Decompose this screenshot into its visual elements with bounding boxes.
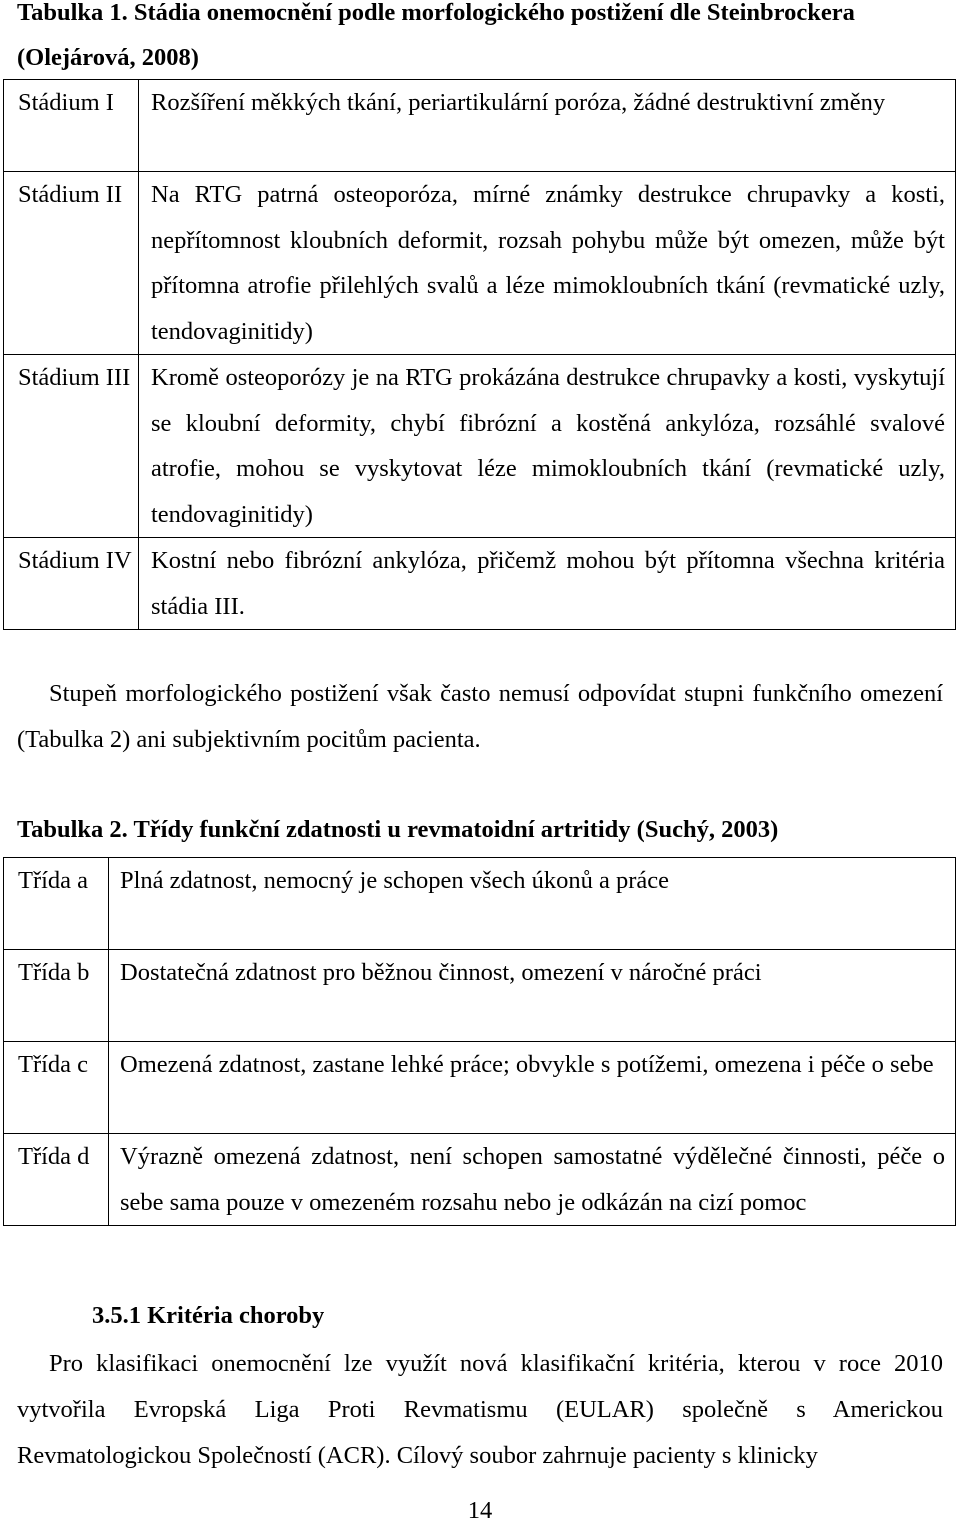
table-row [4, 1042, 956, 1134]
class-description: Plná zdatnost, nemocný je schopen všech úkonů a práce [109, 858, 956, 950]
stage-label: Stádium I [4, 80, 139, 172]
body-paragraph: Pro klasifikaci onemocnění lze využít nová klasifikační kritéria, kterou v roce 2010 vytvořila Evropská Liga Proti Revmatismu (EULAR) společně s Americkou Revmatologickou Společností (ACR). Cílový soubor zahrnuje pacienty s klinicky [17, 1350, 943, 1469]
class-description: Výrazně omezená zdatnost, není schopen samostatné výdělečné činnosti, péče o sebe sama pouze v omezeném rozsahu nebo je odkázán na cizí pomoc [109, 1134, 956, 1226]
stage-label: Stádium III [4, 355, 139, 538]
table2-caption: Tabulka 2. Třídy funkční zdatnosti u revmatoidní artritidy (Suchý, 2003) [17, 816, 779, 843]
class-label: Třída d [4, 1134, 109, 1226]
class-description: Omezená zdatnost, zastane lehké práce; obvykle s potížemi, omezena i péče o sebe [109, 1042, 956, 1134]
stage-description: Kromě osteoporózy je na RTG prokázána destrukce chrupavky a kosti, vyskytují se kloubní deformity, chybí fibrózní a kostěná ankylóza, rozsáhlé svalové atrofie, mohou se vyskytovat léze mimokloubních tkání (revmatické uzly, tendovaginitidy) [139, 355, 956, 538]
table-classes [3, 857, 956, 1226]
stage-description: Kostní nebo fibrózní ankylóza, přičemž mohou být přítomna všechna kritéria stádia III. [139, 538, 956, 630]
table-row [4, 950, 956, 1042]
stage-description: Na RTG patrná osteoporóza, mírné známky destrukce chrupavky a kosti, nepřítomnost kloubních deformit, rozsah pohybu může být omezen, může být přítomna atrofie přilehlých svalů a léze mimokloubních tkání (revmatické uzly, tendovaginitidy) [139, 172, 956, 355]
class-description: Dostatečná zdatnost pro běžnou činnost, omezení v náročné práci [109, 950, 956, 1042]
table-row [4, 538, 956, 630]
table1-caption: Tabulka 1. Stádia onemocnění podle morfologického postižení dle Steinbrockera (Olejárová, 2008) [17, 0, 855, 71]
page-number: 14 [467, 1497, 493, 1524]
table-stages [3, 79, 956, 630]
class-label: Třída c [4, 1042, 109, 1134]
table-row [4, 858, 956, 950]
table-row [4, 80, 956, 172]
body-paragraph: Stupeň morfologického postižení však často nemusí odpovídat stupni funkčního omezení (Tabulka 2) ani subjektivním pocitům pacienta. [17, 680, 943, 753]
table-row [4, 172, 956, 355]
table-row [4, 355, 956, 538]
stage-label: Stádium II [4, 172, 139, 355]
table-row [4, 1134, 956, 1226]
stage-description: Rozšíření měkkých tkání, periartikulární poróza, žádné destruktivní změny [139, 80, 956, 172]
class-label: Třída a [4, 858, 109, 950]
class-label: Třída b [4, 950, 109, 1042]
section-heading: 3.5.1 Kritéria choroby [92, 1302, 325, 1329]
stage-label: Stádium IV [4, 538, 139, 630]
